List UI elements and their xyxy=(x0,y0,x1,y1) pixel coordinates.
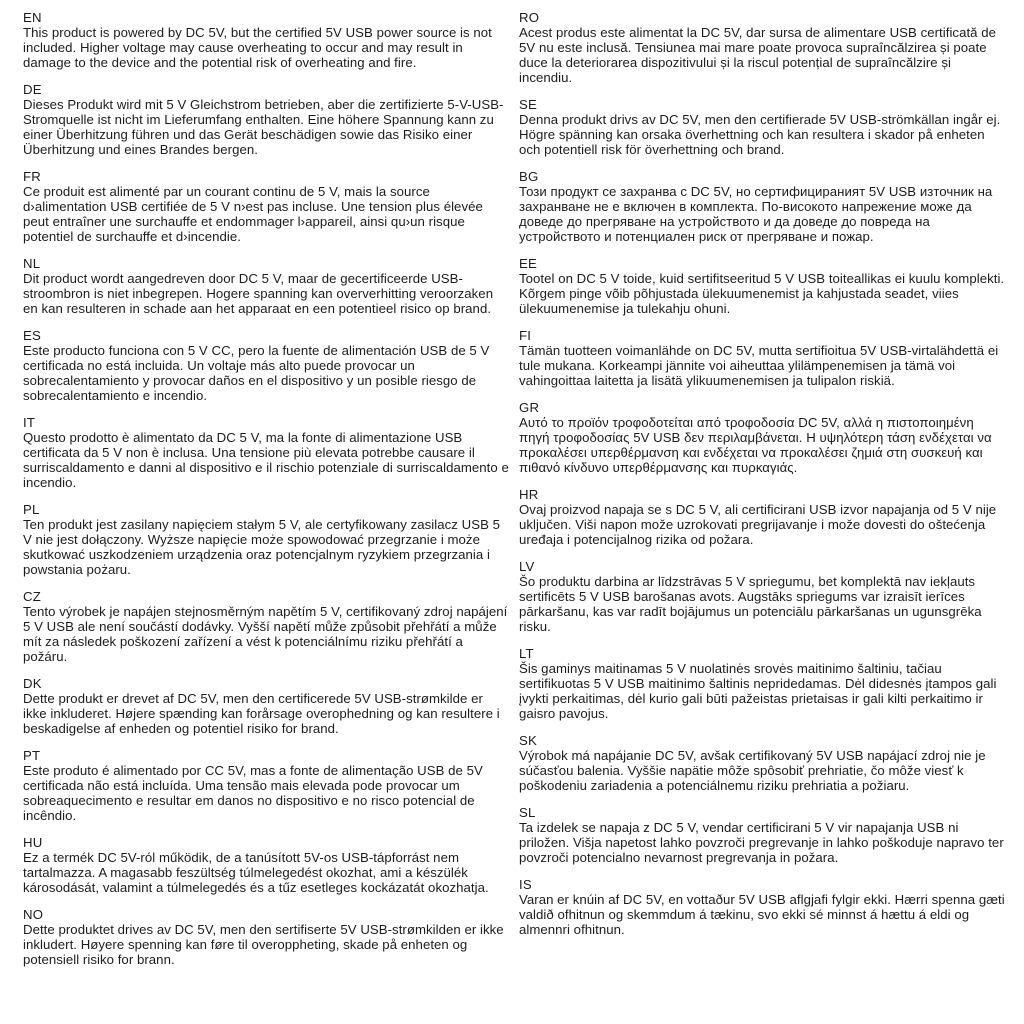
language-code: BG xyxy=(519,169,539,184)
language-block-ro xyxy=(519,10,1005,85)
language-code: DE xyxy=(23,82,42,97)
language-code: LT xyxy=(519,646,534,661)
language-text: Este produto é alimentado por CC 5V, mas a fonte de alimentação USB de 5V certificada não está incluída. Uma tensão mais elevada pode provocar um sobreaquecimento e resultar em danos no dispositivo e no risco potencial de incêndio. xyxy=(23,763,483,823)
language-block-ee xyxy=(519,256,1005,316)
language-block-hu xyxy=(23,835,509,895)
language-code: NL xyxy=(23,256,41,271)
language-block-se xyxy=(519,97,1005,157)
language-code: LV xyxy=(519,559,535,574)
language-block-fi xyxy=(519,328,1005,388)
language-text: Ta izdelek se napaja z DC 5 V, vendar certificirani 5 V vir napajanja USB ni priložen. Višja napetost lahko povzroči pregrevanje in lahko poškoduje napravo ter povzroči potencialno nevarnost pregrevanja in požara. xyxy=(519,820,1004,865)
language-text: Tämän tuotteen voimanlähde on DC 5V, mutta sertifioitua 5V USB-virtalähdettä ei tule mukana. Korkeampi jännite voi aiheuttaa ylilämpenemisen ja tämä voi vahingoittaa laitetta ja lisätä ylikuumenemisen ja tulipalon riskiä. xyxy=(519,343,999,388)
language-code: FR xyxy=(23,169,41,184)
language-block-hr xyxy=(519,487,1005,547)
language-text: Ovaj proizvod napaja se s DC 5 V, ali certificirani USB izvor napajanja od 5 V nije uključen. Viši napon može uzrokovati pregrijavanje i može dovesti do oštećenja uređaja i potencijalnog rizika od požara. xyxy=(519,502,997,547)
language-block-cz xyxy=(23,589,509,664)
language-text: Denna produkt drivs av DC 5V, men den certifierade 5V USB-strömkällan ingår ej. Högre spänning kan orsaka överhettning och kan resultera i skador på enheten och potentiell risk för överhettning och brand. xyxy=(519,112,1001,157)
language-text: Dit product wordt aangedreven door DC 5 V, maar de gecertificeerde USB-stroombron is niet inbegrepen. Hogere spanning kan oververhitting veroorzaken en kan resulteren in schade aan het apparaat en een potentieel risico op brand. xyxy=(23,271,494,316)
language-code: HU xyxy=(23,835,43,850)
language-text: Acest produs este alimentat la DC 5V, dar sursa de alimentare USB certificată de 5V nu este inclusă. Tensiunea mai mare poate provoca supraîncălzirea și poate duce la deteriorarea dispozitivului și la riscul potențial de supraîncălzire și incendiu. xyxy=(519,25,997,85)
language-text: Tootel on DC 5 V toide, kuid sertifitseeritud 5 V USB toiteallikas ei kuulu komplekti. Kõrgem pinge võib põhjustada ülekuumenemist ja kahjustada seadet, viies ülekuumenemise ja tulekahju ohuni. xyxy=(519,271,1005,316)
language-block-sl xyxy=(519,805,1005,865)
language-block-pl xyxy=(23,502,509,577)
language-text: Dette produkt er drevet af DC 5V, men den certificerede 5V USB-strømkilde er ikke inkluderet. Højere spænding kan forårsage overophedning og kan resultere i beskadigelse af enheden og potentiel risiko for brand. xyxy=(23,691,500,736)
language-block-fr xyxy=(23,169,509,244)
language-code: PL xyxy=(23,502,40,517)
language-text: Varan er knúin af DC 5V, en vottaður 5V USB aflgjafi fylgir ekki. Hærri spenna gæti valdið ofhitnun og skemmdum á tækinu, svo ekki sé minnst á hættu á eldi og almennri ofhitnun. xyxy=(519,892,1005,937)
language-text: Ten produkt jest zasilany napięciem stałym 5 V, ale certyfikowany zasilacz USB 5 V nie jest dołączony. Wyższe napięcie może spowodować przegrzanie i może skutkować uszkodzeniem urządzenia oraz potencjalnym ryzykiem przegrzania i powstania pożaru. xyxy=(23,517,501,577)
language-block-is xyxy=(519,877,1005,937)
language-text: Αυτό το προϊόν τροφοδοτείται από τροφοδοσία DC 5V, αλλά η πιστοποιημένη πηγή τροφοδοσίας 5V USB δεν περιλαμβάνεται. Η υψηλότερη τάση ενδέχεται να προκαλέσει υπερθέρμανση και ενδέχεται να προκαλέσει ζημιά στη συσκευή και πιθανό κίνδυνο υπερθέρμανσης και πυρκαγιάς. xyxy=(519,415,992,475)
language-code: PT xyxy=(23,748,41,763)
language-code: HR xyxy=(519,487,539,502)
language-text: Questo prodotto è alimentato da DC 5 V, ma la fonte di alimentazione USB certificata da 5 V non è inclusa. Una tensione più elevata potrebbe causare il surriscaldamento e danni al dispositivo e il rischio potenziale di surriscaldamento e incendio. xyxy=(23,430,509,490)
language-block-dk xyxy=(23,676,509,736)
language-block-sk xyxy=(519,733,1005,793)
column-left xyxy=(23,10,509,1016)
language-code: FI xyxy=(519,328,532,343)
language-block-lv xyxy=(519,559,1005,634)
language-code: SE xyxy=(519,97,537,112)
language-block-en xyxy=(23,10,509,70)
language-code: EN xyxy=(23,10,42,25)
language-code: SK xyxy=(519,733,537,748)
language-text: Ce produit est alimenté par un courant continu de 5 V, mais la source d›alimentation USB certifiée de 5 V n›est pas incluse. Une tension plus élevée peut entraîner une surchauffe et endommager l›appareil, ainsi qu›un risque potentiel de surchauffe et d›incendie. xyxy=(23,184,483,244)
language-text: Ez a termék DC 5V-ról működik, de a tanúsított 5V-os USB-tápforrást nem tartalmazza. A magasabb feszültség túlmelegedést okozhat, ami a készülék károsodását, valamint a túlmelegedés és a tűz esetleges kockázatát okozhatja. xyxy=(23,850,489,895)
language-text: Šo produktu darbina ar līdzstrāvas 5 V spriegumu, bet komplektā nav iekļauts sertificēts 5 V USB barošanas avots. Augstāks spriegums var izraisīt ierīces pārkaršanu, kas var radīt bojājumus un potenciālu pārkaršanas un ugunsgrēka risku. xyxy=(519,574,982,634)
language-text: This product is powered by DC 5V, but the certified 5V USB power source is not included. Higher voltage may cause overheating to occur and may result in damage to the device and the potential risk of overheating and fire. xyxy=(23,25,492,70)
language-text: Tento výrobek je napájen stejnosměrným napětím 5 V, certifikovaný zdroj napájení 5 V USB ale není součástí dodávky. Vyšší napětí může způsobit přehřátí a může mít za následek poškození zařízení a vést k potenciálnímu riziku přehřátí a požáru. xyxy=(23,604,508,664)
language-block-pt xyxy=(23,748,509,823)
language-block-es xyxy=(23,328,509,403)
language-code: CZ xyxy=(23,589,41,604)
language-block-nl xyxy=(23,256,509,316)
language-code: DK xyxy=(23,676,42,691)
language-text: Този продукт се захранва с DC 5V, но сертифицираният 5V USB източник на захранване не е включен в комплекта. По-високото напрежение може да доведе до прегряване на устройството и да доведе до повреда на устройството и потенциален риск от прегряване и пожар. xyxy=(519,184,993,244)
language-code: EE xyxy=(519,256,537,271)
language-text: Este producto funciona con 5 V CC, pero la fuente de alimentación USB de 5 V certificada no está incluida. Un voltaje más alto puede provocar un sobrecalentamiento y provocar daños en el dispositivo y un posible riesgo de sobrecalentamiento e incendio. xyxy=(23,343,490,403)
language-text: Šis gaminys maitinamas 5 V nuolatinės srovės maitinimo šaltiniu, tačiau sertifikuotas 5 V USB maitinimo šaltinis nepridedamas. Dėl didesnės įtampos gali įvykti perkaitimas, dėl kurio gali būti pažeistas prietaisas ir gali kilti perkaitimo ir gaisro pavojus. xyxy=(519,661,997,721)
language-code: GR xyxy=(519,400,540,415)
language-code: IS xyxy=(519,877,532,892)
language-block-de xyxy=(23,82,509,157)
column-right xyxy=(519,10,1005,1016)
language-text: Dieses Produkt wird mit 5 V Gleichstrom betrieben, aber die zertifizierte 5-V-USB-Stromquelle ist nicht im Lieferumfang enthalten. Eine höhere Spannung kann zu einer Überhitzung führen und das Gerät beschädigen sowie das Risiko einer Überhitzung und eines Brandes bergen. xyxy=(23,97,504,157)
language-code: IT xyxy=(23,415,36,430)
language-block-gr xyxy=(519,400,1005,475)
language-block-it xyxy=(23,415,509,490)
language-block-bg xyxy=(519,169,1005,244)
language-block-lt xyxy=(519,646,1005,721)
language-block-no xyxy=(23,907,509,967)
language-code: NO xyxy=(23,907,44,922)
language-text: Dette produktet drives av DC 5V, men den sertifiserte 5V USB-strømkilden er ikke inkludert. Høyere spenning kan føre til overoppheting, skade på enheten og potensiell risiko for brann. xyxy=(23,922,504,967)
language-code: RO xyxy=(519,10,540,25)
language-code: ES xyxy=(23,328,41,343)
language-code: SL xyxy=(519,805,536,820)
language-text: Výrobok má napájanie DC 5V, avšak certifikovaný 5V USB napájací zdroj nie je súčasťou balenia. Vyššie napätie môže spôsobiť prehriatie, čo môže viesť k poškodeniu zariadenia a potenciálnemu riziku prehriatia a požiaru. xyxy=(519,748,986,793)
